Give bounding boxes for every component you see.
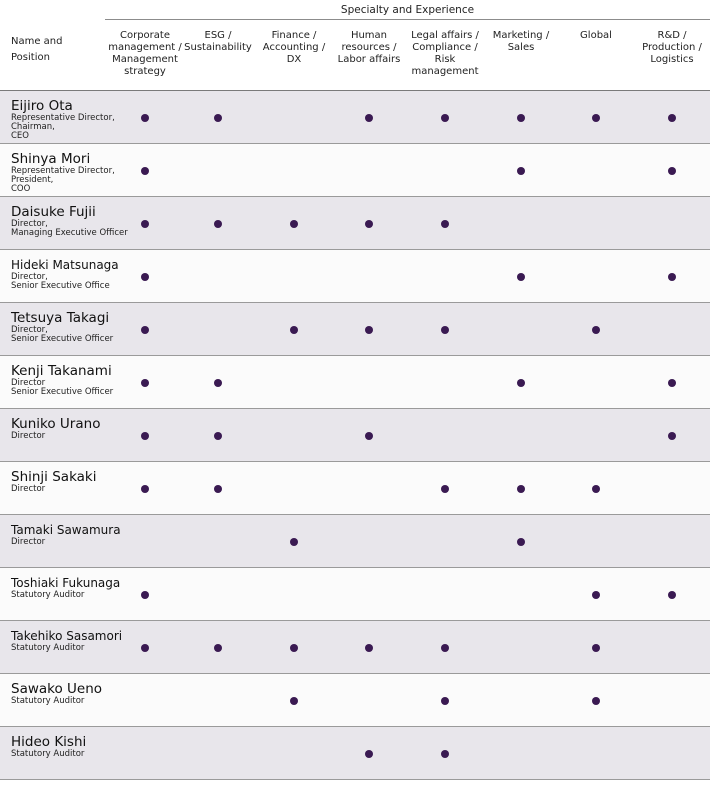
experience-dot bbox=[365, 114, 373, 122]
name-position-header bbox=[11, 34, 63, 66]
table-row bbox=[0, 250, 710, 303]
person-cell bbox=[11, 469, 129, 494]
column-header: ESG / Sustainability bbox=[184, 30, 252, 53]
person-name: Shinji Sakaki bbox=[11, 469, 97, 485]
person-position: Director, Senior Executive Officer bbox=[11, 325, 114, 344]
person-name: Toshiaki Fukunaga bbox=[11, 576, 121, 590]
experience-dot bbox=[517, 273, 525, 281]
experience-dot bbox=[441, 485, 449, 493]
experience-dot bbox=[668, 591, 676, 599]
table-row bbox=[0, 303, 710, 356]
column-header: Legal affairs / Compliance / Risk management bbox=[411, 30, 479, 77]
table-row bbox=[0, 621, 710, 674]
experience-dot bbox=[290, 326, 298, 334]
person-position: Statutory Auditor bbox=[11, 643, 85, 653]
person-cell bbox=[11, 257, 129, 291]
experience-dot bbox=[668, 114, 676, 122]
experience-dot bbox=[441, 114, 449, 122]
experience-dot bbox=[365, 326, 373, 334]
person-cell bbox=[11, 522, 129, 547]
experience-dot bbox=[141, 591, 149, 599]
person-position: Director, Managing Executive Officer bbox=[11, 219, 128, 238]
person-cell bbox=[11, 734, 129, 759]
experience-dot bbox=[214, 432, 222, 440]
experience-dot bbox=[141, 326, 149, 334]
person-cell bbox=[11, 310, 129, 344]
experience-dot bbox=[141, 167, 149, 175]
person-cell bbox=[11, 575, 129, 600]
person-name: Hideo Kishi bbox=[11, 734, 87, 750]
table-row bbox=[0, 91, 710, 144]
person-name: Kuniko Urano bbox=[11, 416, 101, 432]
experience-dot bbox=[365, 432, 373, 440]
experience-dot bbox=[441, 750, 449, 758]
experience-dot bbox=[441, 644, 449, 652]
experience-dot bbox=[441, 697, 449, 705]
person-position: Director Senior Executive Officer bbox=[11, 378, 114, 397]
person-name: Daisuke Fujii bbox=[11, 204, 96, 220]
table-row bbox=[0, 515, 710, 568]
person-position: Director bbox=[11, 484, 46, 494]
person-position: Statutory Auditor bbox=[11, 749, 85, 759]
table-row bbox=[0, 462, 710, 515]
experience-dot bbox=[517, 379, 525, 387]
person-position: Director bbox=[11, 431, 46, 441]
person-cell bbox=[11, 98, 129, 141]
experience-dot bbox=[141, 432, 149, 440]
experience-dot bbox=[290, 220, 298, 228]
table-row bbox=[0, 674, 710, 727]
column-header: Global bbox=[580, 30, 612, 41]
experience-dot bbox=[592, 644, 600, 652]
director-rows bbox=[0, 91, 710, 780]
table-row bbox=[0, 356, 710, 409]
experience-dot bbox=[592, 485, 600, 493]
name-header-line1: Name and bbox=[11, 36, 63, 47]
person-name: Shinya Mori bbox=[11, 151, 91, 167]
table-row bbox=[0, 568, 710, 621]
experience-dot bbox=[592, 591, 600, 599]
experience-dot bbox=[141, 644, 149, 652]
column-header: Corporate management / Management strategy bbox=[108, 30, 182, 77]
experience-dot bbox=[290, 644, 298, 652]
person-cell bbox=[11, 204, 129, 238]
experience-dot bbox=[365, 220, 373, 228]
person-cell bbox=[11, 416, 129, 441]
experience-dot bbox=[365, 644, 373, 652]
table-row bbox=[0, 727, 710, 780]
person-position: Representative Director, President, COO bbox=[11, 166, 115, 194]
experience-dot bbox=[214, 114, 222, 122]
experience-dot bbox=[517, 167, 525, 175]
experience-dot bbox=[141, 273, 149, 281]
table-row bbox=[0, 409, 710, 462]
experience-dot bbox=[592, 114, 600, 122]
column-header: Marketing / Sales bbox=[492, 30, 550, 53]
name-header-line2: Position bbox=[11, 52, 50, 63]
experience-dot bbox=[517, 538, 525, 546]
experience-dot bbox=[668, 432, 676, 440]
experience-dot bbox=[290, 697, 298, 705]
experience-dot bbox=[592, 326, 600, 334]
person-cell bbox=[11, 363, 129, 397]
experience-dot bbox=[141, 114, 149, 122]
person-name: Tamaki Sawamura bbox=[11, 523, 121, 537]
specialty-group-title: Specialty and Experience bbox=[105, 4, 710, 20]
table-row bbox=[0, 197, 710, 250]
experience-dot bbox=[365, 750, 373, 758]
person-name: Sawako Ueno bbox=[11, 681, 103, 697]
person-cell bbox=[11, 151, 129, 194]
person-cell bbox=[11, 628, 129, 653]
person-position: Director bbox=[11, 537, 46, 547]
experience-dot bbox=[141, 379, 149, 387]
experience-dot bbox=[214, 644, 222, 652]
experience-dot bbox=[441, 326, 449, 334]
person-name: Kenji Takanami bbox=[11, 363, 112, 379]
experience-dot bbox=[517, 485, 525, 493]
experience-dot bbox=[141, 485, 149, 493]
table-row bbox=[0, 144, 710, 197]
person-position: Statutory Auditor bbox=[11, 696, 85, 706]
experience-dot bbox=[214, 379, 222, 387]
experience-dot bbox=[668, 273, 676, 281]
person-position: Representative Director, Chairman, CEO bbox=[11, 113, 115, 141]
matrix-header bbox=[0, 0, 710, 91]
column-header: Human resources / Labor affairs bbox=[337, 30, 401, 65]
experience-dot bbox=[290, 538, 298, 546]
person-position: Statutory Auditor bbox=[11, 590, 85, 600]
person-name: Tetsuya Takagi bbox=[11, 310, 110, 326]
person-cell bbox=[11, 681, 129, 706]
experience-dot bbox=[668, 379, 676, 387]
person-name: Takehiko Sasamori bbox=[11, 629, 123, 643]
experience-dot bbox=[141, 220, 149, 228]
experience-dot bbox=[668, 167, 676, 175]
experience-dot bbox=[214, 220, 222, 228]
person-position: Director, Senior Executive Office bbox=[11, 272, 110, 291]
experience-dot bbox=[517, 114, 525, 122]
column-header: Finance / Accounting / DX bbox=[262, 30, 326, 65]
experience-dot bbox=[214, 485, 222, 493]
experience-dot bbox=[592, 697, 600, 705]
column-header: R&D / Production / Logistics bbox=[642, 30, 702, 65]
experience-dot bbox=[441, 220, 449, 228]
person-name: Eijiro Ota bbox=[11, 98, 73, 114]
person-name: Hideki Matsunaga bbox=[11, 258, 119, 272]
